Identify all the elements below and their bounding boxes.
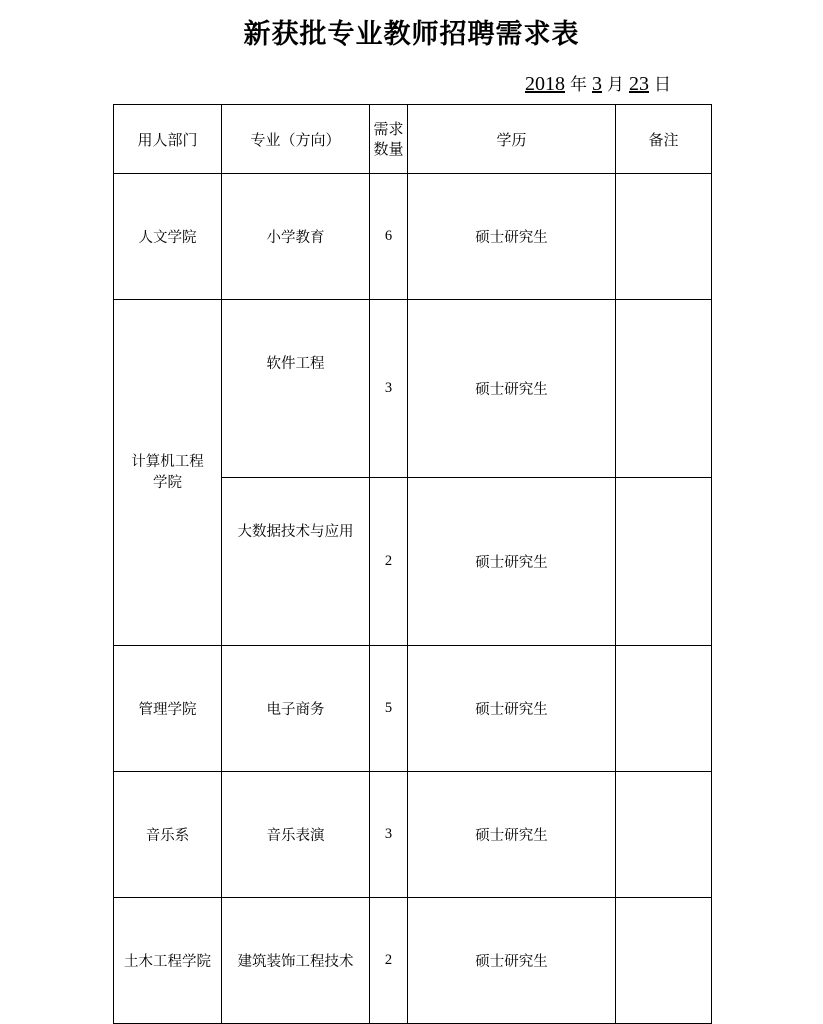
cell-major: 软件工程 bbox=[222, 300, 370, 478]
cell-education: 硕士研究生 bbox=[408, 300, 616, 478]
cell-major: 建筑装饰工程技术 bbox=[222, 898, 370, 1024]
cell-quantity: 3 bbox=[370, 300, 408, 478]
cell-department: 人文学院 bbox=[114, 174, 222, 300]
header-notes: 备注 bbox=[616, 105, 712, 174]
cell-notes bbox=[616, 772, 712, 898]
date-line bbox=[523, 70, 674, 96]
cell-education: 硕士研究生 bbox=[408, 772, 616, 898]
date-month-unit: 月 bbox=[607, 75, 624, 95]
date-month: 3 bbox=[592, 73, 602, 95]
page-title: 新获批专业教师招聘需求表 bbox=[243, 19, 580, 50]
recruitment-table bbox=[113, 104, 712, 1024]
table-row bbox=[114, 898, 712, 1024]
table-row bbox=[114, 174, 712, 300]
cell-major: 音乐表演 bbox=[222, 772, 370, 898]
cell-department: 管理学院 bbox=[114, 646, 222, 772]
date-year: 2018 bbox=[525, 73, 565, 95]
date-year-unit: 年 bbox=[570, 75, 587, 95]
cell-major: 小学教育 bbox=[222, 174, 370, 300]
header-quantity bbox=[370, 105, 408, 174]
header-quantity-line2: 数量 bbox=[373, 140, 404, 158]
cell-quantity: 2 bbox=[370, 898, 408, 1024]
cell-education: 硕士研究生 bbox=[408, 478, 616, 646]
cell-quantity: 2 bbox=[370, 478, 408, 646]
table-row bbox=[114, 772, 712, 898]
cell-notes bbox=[616, 478, 712, 646]
cell-education: 硕士研究生 bbox=[408, 174, 616, 300]
cell-notes bbox=[616, 300, 712, 478]
cell-department bbox=[114, 300, 222, 646]
header-education: 学历 bbox=[408, 105, 616, 174]
header-department: 用人部门 bbox=[114, 105, 222, 174]
cell-education: 硕士研究生 bbox=[408, 898, 616, 1024]
cell-department: 土木工程学院 bbox=[114, 898, 222, 1024]
cell-major: 电子商务 bbox=[222, 646, 370, 772]
header-quantity-line1: 需求 bbox=[373, 120, 404, 138]
cell-notes bbox=[616, 898, 712, 1024]
cell-department-line1: 计算机工程 bbox=[131, 453, 204, 470]
date-day: 23 bbox=[629, 73, 649, 95]
cell-major: 大数据技术与应用 bbox=[222, 478, 370, 646]
header-major: 专业（方向） bbox=[222, 105, 370, 174]
cell-quantity: 6 bbox=[370, 174, 408, 300]
cell-department-line2: 学院 bbox=[153, 474, 182, 491]
cell-notes bbox=[616, 646, 712, 772]
table-row bbox=[114, 646, 712, 772]
cell-quantity: 5 bbox=[370, 646, 408, 772]
table-row bbox=[114, 300, 712, 478]
cell-education: 硕士研究生 bbox=[408, 646, 616, 772]
date-day-unit: 日 bbox=[654, 75, 671, 95]
cell-department: 音乐系 bbox=[114, 772, 222, 898]
cell-quantity: 3 bbox=[370, 772, 408, 898]
cell-notes bbox=[616, 174, 712, 300]
table-header-row bbox=[114, 105, 712, 174]
